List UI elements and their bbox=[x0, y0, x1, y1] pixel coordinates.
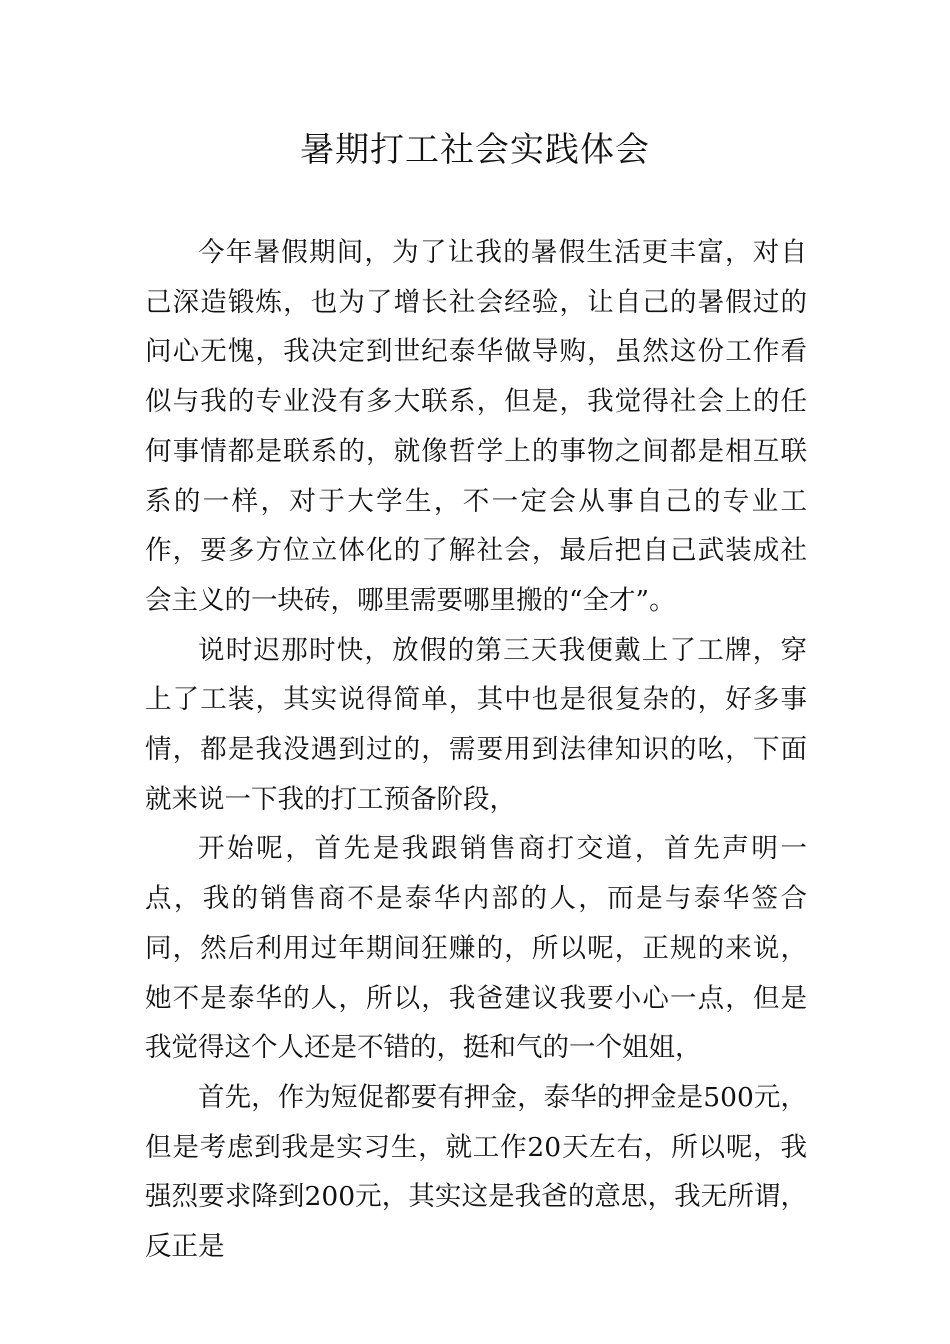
paragraph-2: 说时迟那时快，放假的第三天我便戴上了工牌，穿上了工装，其实说得简单，其中也是很复杂的，好多事情，都是我没遇到过的，需要用到法律知识的吆，下面就来说一下我的打工预备阶段， bbox=[145, 634, 807, 815]
document-title: 暑期打工社会实践体会 bbox=[300, 130, 650, 170]
paragraph-3: 开始呢，首先是我跟销售商打交道，首先声明一点，我的销售商不是泰华内部的人，而是与泰华签合同，然后利用过年期间狂赚的，所以呢，正规的来说，她不是泰华的人，所以，我爸建议我要小心一点，但是我觉得这个人还是不错的，挺和气的一个姐姐， bbox=[145, 833, 807, 1064]
paragraph-4: 首先，作为短促都要有押金，泰华的押金是500元，但是考虑到我是实习生，就工作20天左右，所以呢，我强烈要求降到200元，其实这是我爸的意思，我无所谓，反正是 bbox=[145, 1081, 807, 1263]
paragraph-1: 今年暑假期间，为了让我的暑假生活更丰富，对自己深造锻炼，也为了增长社会经验，让自己的暑假过的问心无愧，我决定到世纪泰华做导购，虽然这份工作看似与我的专业没有多大联系，但是，我觉得社会上的任何事情都是联系的，就像哲学上的事物之间都是相互联系的一样，对于大学生，不一定会从事自己的专业工作，要多方位立体化的了解社会，最后把自己武装成社会主义的一块砖，哪里需要哪里搬的“全才”。 bbox=[145, 237, 807, 616]
document-body bbox=[145, 228, 807, 1272]
